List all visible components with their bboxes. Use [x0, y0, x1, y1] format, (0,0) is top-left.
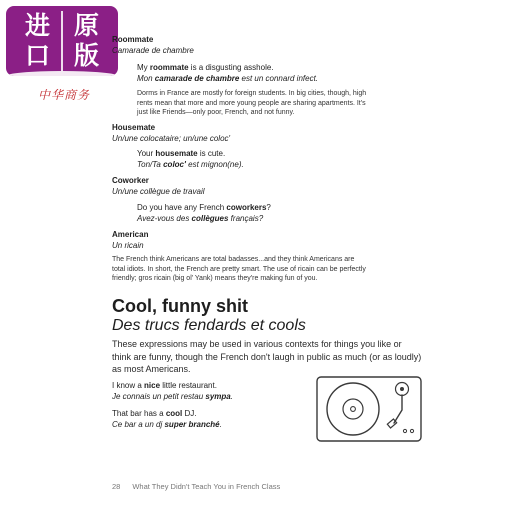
entry-term: Roommate	[112, 35, 154, 44]
section-title: Cool, funny shit	[112, 296, 248, 316]
publisher-logo	[6, 6, 118, 76]
logo-subtitle: 中华商务	[37, 88, 90, 102]
logo-char: 原	[73, 11, 99, 40]
logo-book-spine	[61, 11, 63, 71]
logo-char: 版	[73, 41, 99, 70]
entry-note-line: rents mean that more and more young people are sharing apartments. It's	[137, 99, 366, 107]
logo-char: 口	[24, 41, 50, 70]
example-en: My roommate is a disgusting asshole.	[137, 63, 274, 72]
section-subtitle: Des trucs fendards et cools	[112, 317, 306, 334]
entry-translation: Un ricain	[112, 241, 144, 250]
example-en: Your housemate is cute.	[137, 149, 226, 158]
running-title: What They Didn't Teach You in French Class	[132, 482, 281, 491]
entry-translation: Camarade de chambre	[112, 46, 194, 55]
page-footer	[112, 482, 280, 491]
section-lead-paragraph: These expressions may be used in various contexts for things you like or think are funny, though the French don't laugh in public as much (or as loudly) as most Americans.	[112, 339, 422, 374]
example-en: That bar has a cool DJ.	[112, 409, 197, 418]
entry-translation: Un/une collègue de travail	[112, 187, 205, 196]
logo-char: 进	[24, 11, 50, 40]
entry-term: American	[112, 230, 149, 239]
entry-note-line: friendly; gros ricain (big ol' Yank) means they're making fun of you.	[112, 275, 318, 282]
entry-note-line: total idiots. In short, the French are pretty smart. The use of ricain can be perfectly	[112, 265, 366, 273]
entry-translation: Un/une colocataire; un/une coloc'	[112, 134, 231, 143]
example-fr: Avez-vous des collègues français?	[137, 214, 264, 223]
example-en: I know a nice little restaurant.	[112, 381, 217, 390]
example-fr: Ton/Ta coloc' est mignon(ne).	[137, 160, 244, 169]
entry-term: Housemate	[112, 123, 156, 132]
example-fr: Je connais un petit restau sympa.	[112, 392, 233, 401]
entry-term: Coworker	[112, 176, 149, 185]
entry-note-line: Dorms in France are mostly for foreign students. In big cities, though, high	[137, 90, 367, 97]
logo-book-base	[6, 71, 118, 76]
page-number: 28	[112, 482, 121, 491]
turntable-icon	[316, 376, 422, 442]
example-fr: Ce bar a un dj super branché.	[112, 420, 222, 429]
entry-note-line: just like Friends—only poor, French, and not funny.	[137, 109, 295, 116]
entry-note-line: The French think Americans are total badasses...and they think Americans are	[112, 256, 355, 263]
example-fr: Mon camarade de chambre est un connard infect.	[137, 74, 319, 83]
example-en: Do you have any French coworkers?	[137, 203, 271, 212]
